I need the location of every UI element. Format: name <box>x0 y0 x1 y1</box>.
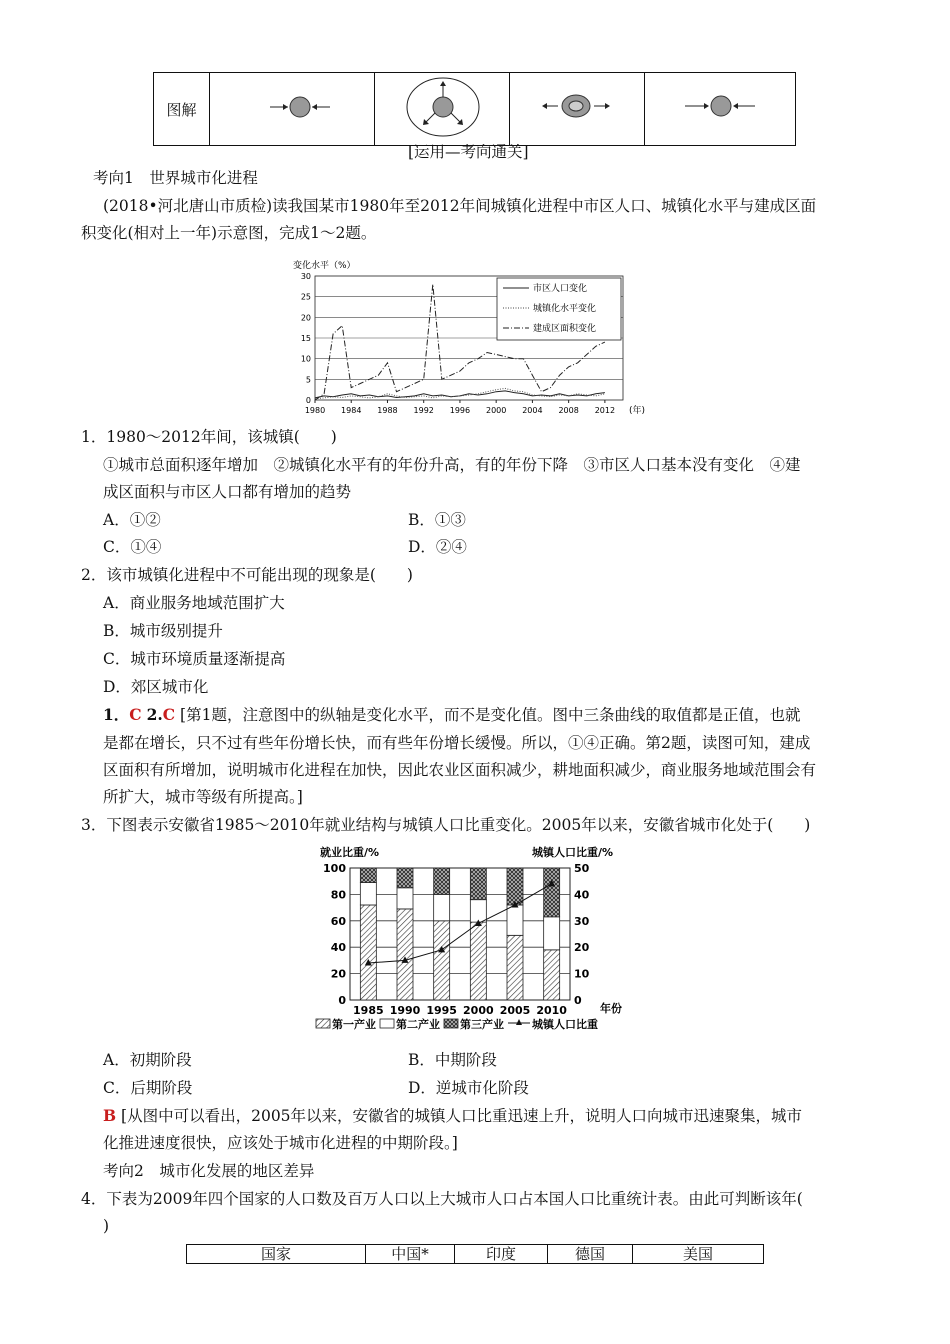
chart2-legend-swatch-0 <box>316 1019 330 1028</box>
answer-3-line-2: 化推进速度很快，应该处于城市化进程的中期阶段。] <box>103 1134 458 1152</box>
chart2-legend-swatch-1 <box>380 1019 394 1028</box>
q3-option-b: B．中期阶段 <box>408 1051 497 1069</box>
chart2-ytick-left-label: 40 <box>330 941 346 955</box>
chart1-ytick-label: 25 <box>300 292 311 302</box>
answer-1-2-line-1 <box>103 704 800 726</box>
chart2-bar-1990-1 <box>397 888 413 909</box>
chart2-plot-frame <box>350 868 570 1000</box>
section-header: [运用—考向通关] <box>408 143 529 161</box>
q4-line-2: ) <box>103 1217 110 1235</box>
chart2-xtick-label: 2000 <box>463 1004 494 1017</box>
chart2-legend-triangle-icon <box>516 1019 522 1025</box>
chart2-grid <box>350 868 570 1000</box>
chart2-legend-label-1: 第二产业 <box>396 1018 440 1031</box>
chart1-xlabel: (年) <box>629 406 646 416</box>
q3-option-d: D．逆城市化阶段 <box>408 1079 529 1097</box>
chart2-ytick-right-label: 30 <box>574 914 590 928</box>
chart1-xtick-label: 1984 <box>341 406 362 415</box>
chart2-ytick-right-label: 40 <box>574 888 590 902</box>
chart1-ytick-label: 20 <box>300 313 311 323</box>
diagram-cell-2 <box>375 73 510 146</box>
chart2-bar-1995-2 <box>434 868 450 894</box>
chart2-legend <box>316 1017 598 1031</box>
chart2-legend-label-0: 第一产业 <box>332 1018 376 1031</box>
chart1-xtick-label: 1996 <box>449 406 471 415</box>
answer-2-letter: C <box>162 705 176 724</box>
chart2-xtick-label: 2010 <box>536 1004 567 1017</box>
chart1-series-line-1 <box>315 388 605 398</box>
chart2-bars <box>360 868 559 1000</box>
chart1-ytick-label: 10 <box>300 354 311 364</box>
chart2-bar-1995-0 <box>434 921 450 1000</box>
chart2-y-ticks-left <box>323 862 346 1007</box>
chart2-ytick-left-label: 60 <box>330 914 346 928</box>
chart-anhui-employment <box>314 842 644 1042</box>
answer-2-number: 2. <box>146 705 163 724</box>
chart2-xtick-label: 1985 <box>353 1004 384 1017</box>
chart1-series-line-0 <box>315 391 605 398</box>
chart2-urban-line <box>365 880 555 966</box>
q4-line-1: 4．下表为2009年四个国家的人口数及百万人口以上大城市人口占本国人口比重统计表。由此可判断该年( <box>81 1190 803 1208</box>
chart2-bar-2000-0 <box>470 922 486 1000</box>
chart2-bar-1985-1 <box>360 883 376 905</box>
chart2-bar-2010-2 <box>544 868 560 917</box>
chart1-x-ticks <box>305 400 615 415</box>
country-header-4: 美国 <box>633 1245 764 1264</box>
answer-3-line-1 <box>103 1105 802 1127</box>
chart1-xtick-label: 2012 <box>594 406 616 415</box>
q2-stem: 2．该市城镇化进程中不可能出现的现象是( ) <box>81 566 413 584</box>
chart2-x-ticks <box>353 1004 567 1017</box>
chart2-ytick-right-label: 10 <box>574 967 590 981</box>
chart2-legend-label-2: 第三产业 <box>460 1018 504 1031</box>
diagram-cell-3 <box>510 73 645 146</box>
chart2-xtick-label: 2005 <box>499 1004 531 1017</box>
chart1-legend-builtarea: 建成区面积变化 <box>533 324 597 334</box>
chart1-xtick-label: 1980 <box>304 406 326 415</box>
q3-option-a: A．初期阶段 <box>103 1051 192 1069</box>
chart1-xtick-label: 2004 <box>522 406 543 415</box>
chart1-y-ticks <box>301 272 311 405</box>
country-header-2: 印度 <box>455 1245 548 1264</box>
diagram-cell-4 <box>645 73 796 146</box>
chart1-xtick-label: 2000 <box>485 406 507 415</box>
q3-option-c: C．后期阶段 <box>103 1079 193 1097</box>
chart2-ytick-left-label: 20 <box>330 967 346 981</box>
chart2-xlabel: 年份 <box>600 1002 622 1015</box>
country-header-3: 德国 <box>548 1245 633 1264</box>
ring-circle-icon <box>510 73 644 141</box>
q1-stem: 1．1980～2012年间，该城镇( ) <box>81 428 337 446</box>
chart2-bar-1990-0 <box>397 909 413 1000</box>
answer-1-number: 1． <box>103 705 130 724</box>
country-table <box>186 1244 764 1264</box>
kaoxiang-1-heading: 考向1 世界城市化进程 <box>93 169 258 187</box>
chart2-bar-2010-1 <box>544 917 560 950</box>
chart1-xtick-label: 2008 <box>558 406 579 415</box>
chart2-bar-1995-1 <box>434 894 450 920</box>
chart1-legend <box>497 278 621 340</box>
q1-option-c: C．①④ <box>103 538 162 556</box>
chart2-ytick-right-label: 50 <box>574 862 590 875</box>
country-header-1: 中国* <box>366 1245 455 1264</box>
chart-urbanization-change <box>285 258 665 420</box>
q3-stem: 3．下图表示安徽省1985～2010年就业结构与城镇人口比重变化。2005年以来，安徽省城市化处于( ) <box>81 816 811 834</box>
chart1-ytick-label: 5 <box>305 375 311 385</box>
chart2-bar-1985-2 <box>360 868 376 883</box>
chart2-bar-2010-0 <box>544 950 560 1000</box>
q1-options-line-1: ①城市总面积逐年增加 ②城镇化水平有的年份升高，有的年份下降 ③市区人口基本没有变化 ④建 <box>103 456 801 474</box>
country-header-0: 国家 <box>187 1245 366 1264</box>
q2-option-c: C．城市环境质量逐渐提高 <box>103 650 286 668</box>
chart1-ytick-label: 30 <box>300 272 311 281</box>
diagram-cell-1 <box>210 73 375 146</box>
q1-option-d: D．②④ <box>408 538 467 556</box>
chart1-ylabel: 变化水平（%） <box>293 261 356 271</box>
chart2-legend-label-3: 城镇人口比重 <box>532 1018 598 1031</box>
chart1-xtick-label: 1992 <box>413 406 434 415</box>
answer-1-2-line-2: 是都在增长，只不过有些年份增长快，而有些年份增长缓慢。所以，①④正确。第2题，读图可知，建成 <box>103 734 811 752</box>
outward-arrows-circle-icon <box>375 73 509 141</box>
q2-option-a: A．商业服务地域范围扩大 <box>103 594 285 612</box>
chart2-bar-2000-2 <box>470 868 486 900</box>
chart2-legend-swatch-2 <box>444 1019 458 1028</box>
kaoxiang-2-heading: 考向2 城市化发展的地区差异 <box>103 1162 315 1180</box>
q1-option-a: A．①② <box>103 511 161 529</box>
chart1-xtick-label: 1988 <box>377 406 398 415</box>
chart1-legend-population: 市区人口变化 <box>533 284 588 294</box>
chart2-bar-1990-2 <box>397 868 413 888</box>
answer-3-letter: B <box>103 1106 117 1125</box>
answer-1-letter: C <box>129 705 142 724</box>
answer-1-2-line-4: 所扩大，城市等级有所提高。] <box>103 788 303 806</box>
q1-option-b: B．①③ <box>408 511 466 529</box>
q2-option-b: B．城市级别提升 <box>103 622 223 640</box>
chart2-ytick-right-label: 0 <box>574 994 582 1007</box>
inward-arrows-circle-icon <box>210 73 374 141</box>
chart2-ylabel-right: 城镇人口比重/% <box>532 846 614 859</box>
diagram-row-label: 图解 <box>154 73 210 146</box>
q1-options-line-2: 成区面积与市区人口都有增加的趋势 <box>103 483 352 501</box>
chart2-urban-polyline <box>368 884 551 963</box>
chart2-bar-2005-0 <box>507 935 523 1000</box>
chart2-ytick-left-label: 0 <box>338 994 346 1007</box>
answer-1-2-line-3: 区面积有所增加，说明城市化进程在加快，因此农业区面积减少，耕地面积减少，商业服务地域范围会有 <box>103 761 817 779</box>
country-table-header-row <box>187 1245 764 1264</box>
q2-option-d: D．郊区城市化 <box>103 678 209 696</box>
chart2-bar-2000-1 <box>470 900 486 922</box>
chart1-legend-urbanization: 城镇化水平变化 <box>533 304 597 314</box>
chart2-bar-2005-2 <box>507 868 523 905</box>
chart1-ytick-label: 15 <box>300 334 311 343</box>
answer-1-2-explanation-1: [第1题，注意图中的纵轴是变化水平，而不是变化值。图中三条曲线的取值都是正值，也就 <box>180 706 801 724</box>
chart2-ytick-left-label: 80 <box>330 888 346 902</box>
chart2-bar-1985-0 <box>360 905 376 1000</box>
diagram-table <box>153 72 796 146</box>
intro-1-line-2: 积变化(相对上一年)示意图，完成1～2题。 <box>81 224 377 242</box>
chart2-xtick-label: 1995 <box>426 1004 457 1017</box>
chart2-y-ticks-right <box>574 862 590 1007</box>
chart2-ytick-right-label: 20 <box>574 941 590 955</box>
intro-1-line-1: (2018•河北唐山市质检)读我国某市1980年至2012年间城镇化进程中市区人口、城镇化水平与建成区面 <box>103 197 817 215</box>
chart2-bar-2005-1 <box>507 905 523 935</box>
answer-3-explanation-1: [从图中可以看出，2005年以来，安徽省的城镇人口比重迅速上升，说明人口向城市迅速聚集，城市 <box>121 1107 803 1125</box>
chart2-ytick-left-label: 100 <box>323 862 346 875</box>
chart2-ylabel-left: 就业比重/% <box>320 846 380 859</box>
chart2-xtick-label: 1990 <box>389 1004 421 1017</box>
one-way-arrows-circle-icon <box>645 73 795 141</box>
chart1-ytick-label: 0 <box>305 396 311 405</box>
